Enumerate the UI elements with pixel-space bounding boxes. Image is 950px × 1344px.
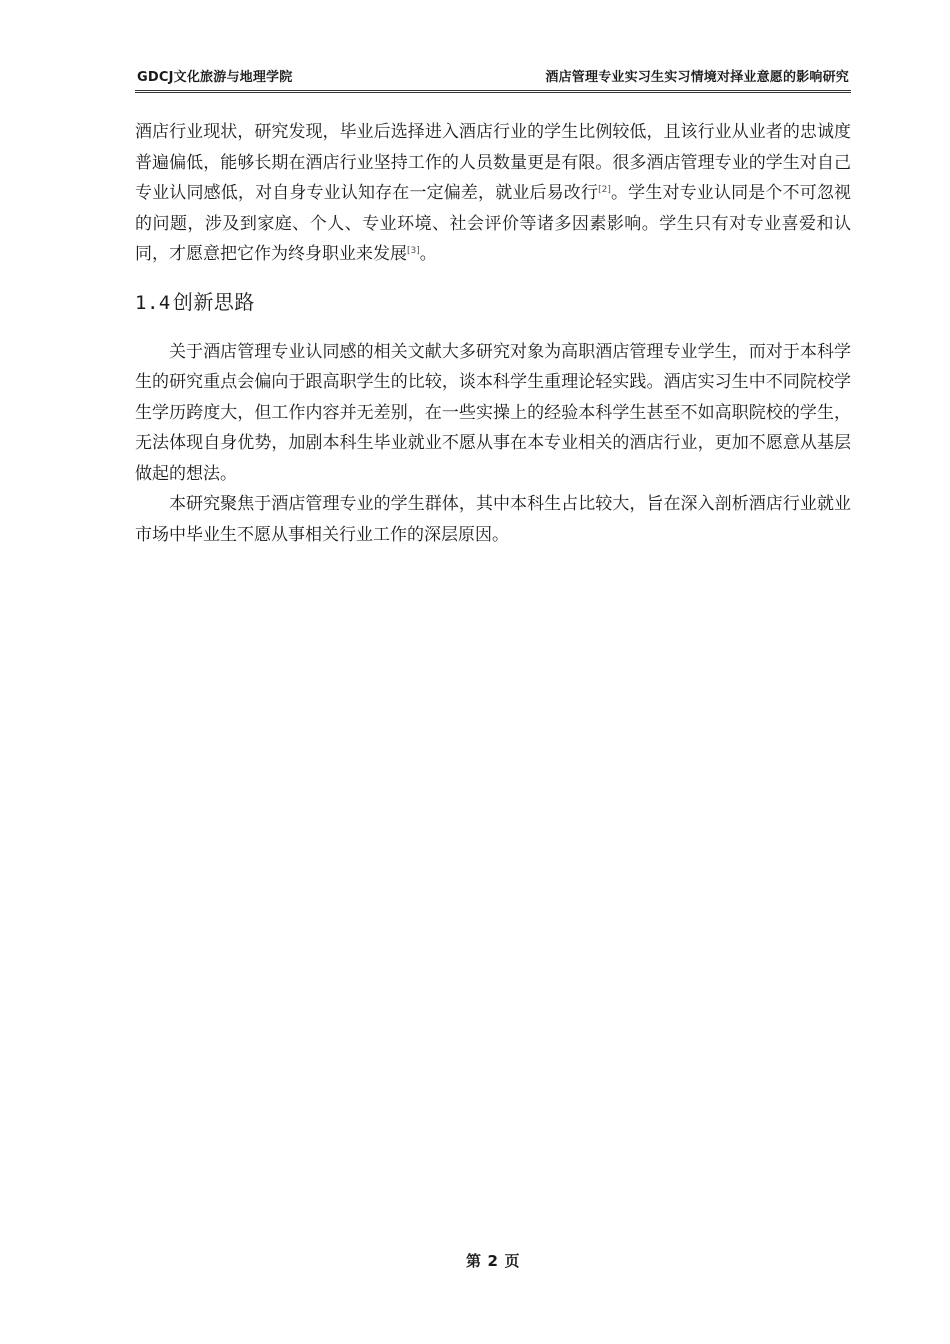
- body-paragraph: 关于酒店管理专业认同感的相关文献大多研究对象为高职酒店管理专业学生，而对于本科学生的研究重点会偏向于跟高职学生的比较，谈本科学生重理论轻实践。酒店实习生中不同院校学生学历跨度大，但工作内容并无差别，在一些实操上的经验本科学生甚至不如高职院校的学生，无法体现自身优势，加剧本科生毕业就业不愿从事在本专业相关的酒店行业，更加不愿意从基层做起的想法。: [135, 341, 851, 484]
- body-paragraph: 本研究聚焦于酒店管理专业的学生群体，其中本科生占比较大，旨在深入剖析酒店行业就业市场中毕业生不愿从事相关行业工作的深层原因。: [135, 494, 851, 545]
- header-paper-title: 酒店管理专业实习生实习情境对择业意愿的影响研究: [545, 70, 849, 85]
- page-number-suffix: 页: [504, 1252, 520, 1270]
- header-institution: GDCJ文化旅游与地理学院: [137, 70, 293, 85]
- citation-marker: [2]: [598, 185, 611, 195]
- body-paragraph-continued: [135, 117, 851, 270]
- paragraph-text: 酒店行业现状，研究发现，毕业后选择进入酒店行业的学生比例较低，且该行业从业者的忠诚度普遍偏低，能够长期在酒店行业坚持工作的人员数量更是有限。很多酒店管理专业的学生对自己专业认同感低，对自身专业认知存在一定偏差，就业后易改行: [135, 122, 851, 203]
- page-content: [135, 117, 851, 550]
- page-footer: [0, 1250, 950, 1271]
- section-title: 创新思路: [172, 289, 255, 314]
- page-number: 2: [487, 1252, 499, 1270]
- paragraph-text: 。: [419, 244, 437, 264]
- page-header: [135, 64, 851, 93]
- paragraph-text: 。学生对专业认同是个不可忽视的问题，涉及到家庭、个人、专业环境、社会评价等诸多因素影响。学生只有对专业喜爱和认同，才愿意把它作为终身职业来发展: [135, 183, 852, 264]
- page-number-prefix: 第: [466, 1252, 482, 1270]
- section-heading: [135, 288, 851, 317]
- citation-marker: [3]: [407, 246, 420, 256]
- section-number: 1.4: [135, 291, 171, 314]
